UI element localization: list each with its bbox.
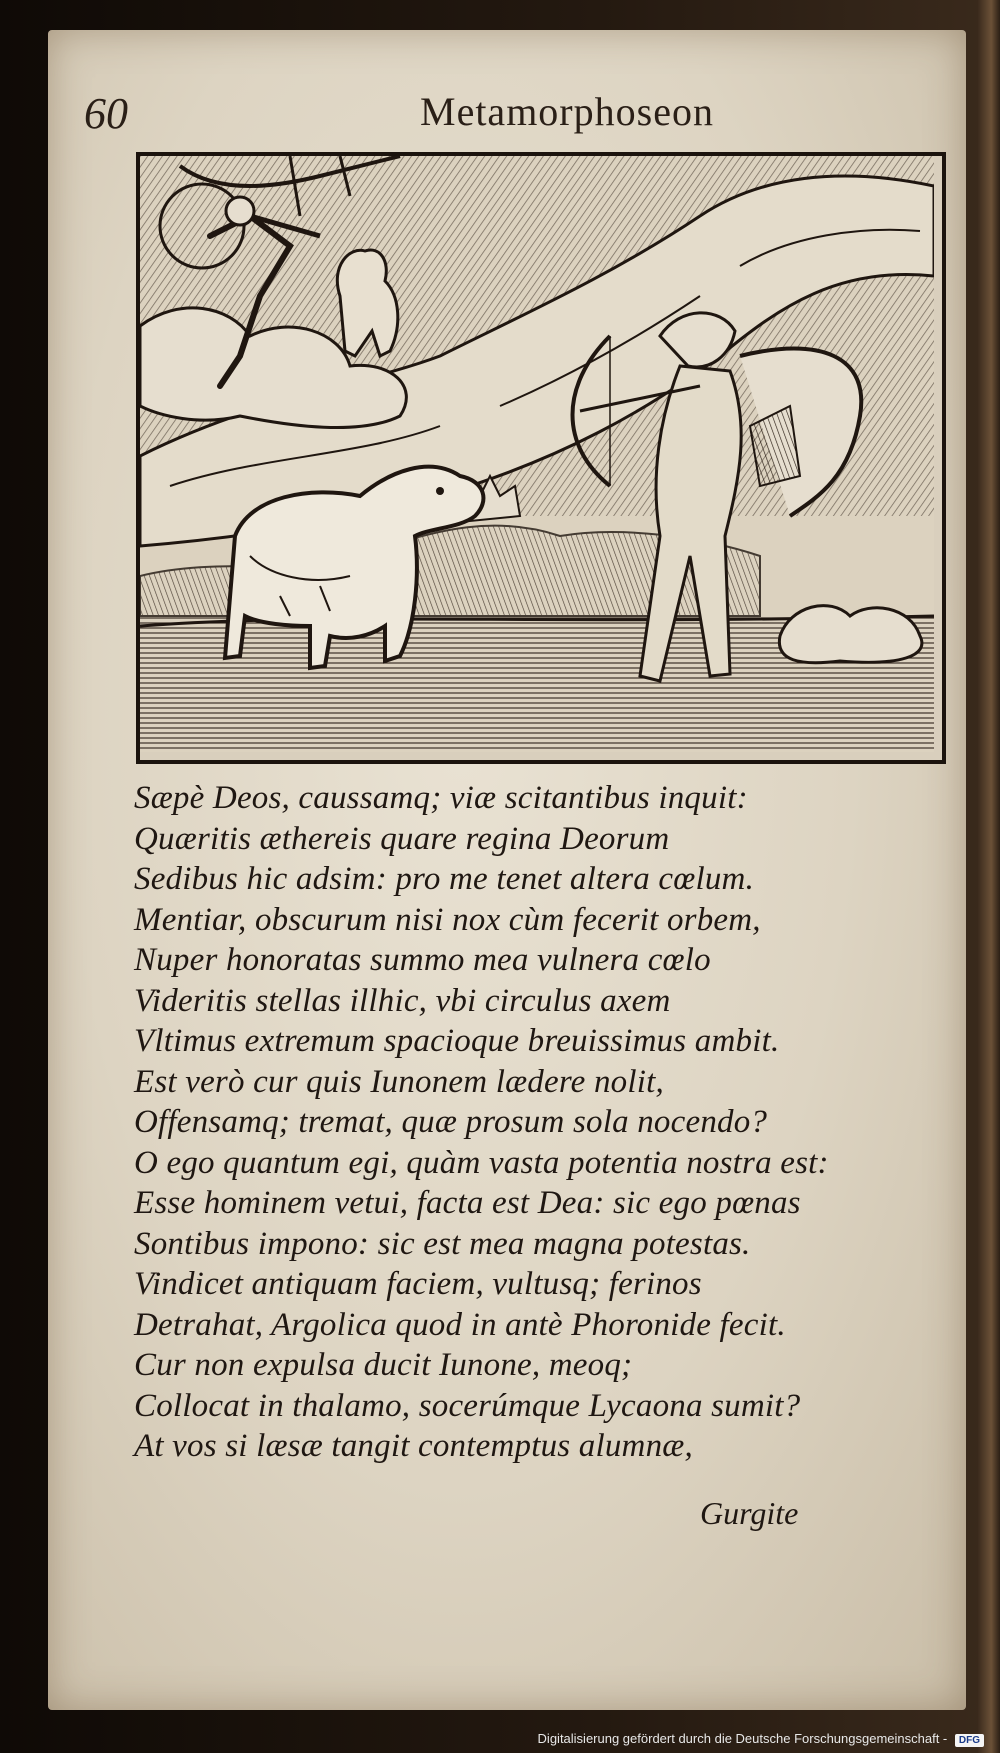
verse-line: Collocat in thalamo, socerúmque Lycaona sumit?	[134, 1387, 801, 1424]
verse-line: Offensamq; tremat, quæ prosum sola nocendo?	[134, 1104, 768, 1140]
verse-line: Cur non expulsa ducit Iunone, meoq;	[134, 1347, 633, 1383]
verse-line: Est verò cur quis Iunonem lædere nolit,	[134, 1063, 664, 1100]
verse-line: Detrahat, Argolica quod in antè Phoronide fecit.	[134, 1306, 786, 1343]
running-head: Metamorphoseon	[420, 89, 714, 134]
verse-line: At vos si læsæ tangit contemptus alumnæ,	[134, 1428, 693, 1464]
verse-line: Sæpè Deos, caussamq; viæ scitantibus inquit:	[134, 780, 748, 816]
page-number: 60	[84, 89, 128, 138]
book-edge	[978, 0, 1000, 1753]
credit-text: Digitalisierung gefördert durch die Deutsche Forschungsgemeinschaft -	[537, 1731, 948, 1746]
digitization-credit	[538, 1731, 984, 1747]
verse-line: Esse hominem vetui, facta est Dea: sic ego pœnas	[134, 1185, 801, 1221]
verse-block	[134, 778, 894, 1467]
verse-line: Quæritis æthereis quare regina Deorum	[134, 820, 670, 857]
catchword: Gurgite	[700, 1495, 799, 1531]
verse-line: Nuper honoratas summo mea vulnera cœlo	[134, 942, 711, 978]
verse-line: Videritis stellas illhic, vbi circulus axem	[134, 982, 671, 1019]
verse-line: Vindicet antiquam faciem, vultusq; ferinos	[134, 1266, 702, 1302]
verse-line: Mentiar, obscurum nisi nox cùm fecerit orbem,	[134, 901, 761, 938]
dfg-logo: DFG	[955, 1734, 984, 1747]
woodcut-illustration	[136, 152, 946, 764]
verse-line: O ego quantum egi, quàm vasta potentia nostra est:	[134, 1144, 829, 1181]
verse-line: Sontibus impono: sic est mea magna potestas.	[134, 1225, 751, 1262]
verse-line: Vltimus extremum spacioque breuissimus ambit.	[134, 1023, 780, 1059]
verse-line: Sedibus hic adsim: pro me tenet altera cœlum.	[134, 861, 755, 897]
